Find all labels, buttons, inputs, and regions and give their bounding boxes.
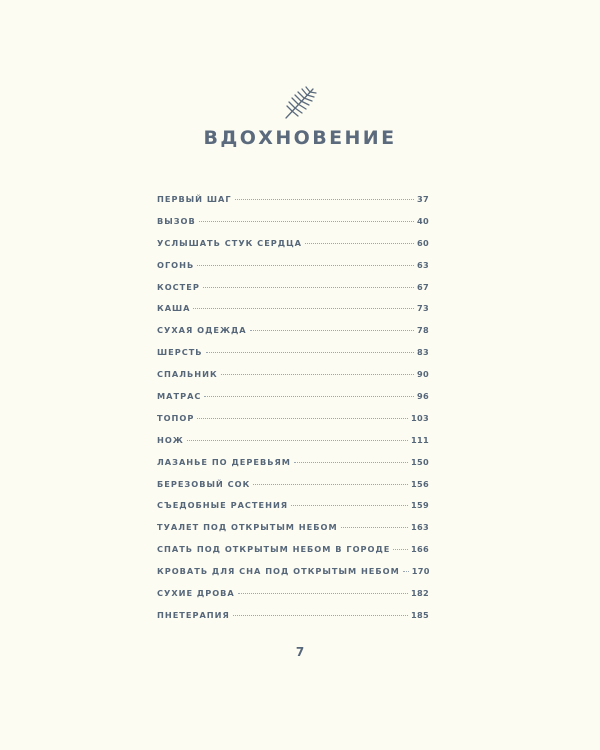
toc-entry-title: МАТРАС: [157, 391, 202, 402]
toc-entry-page: 60: [417, 237, 429, 248]
dot-leader: [235, 199, 414, 200]
toc-entry: [157, 500, 429, 522]
toc-entry-page: 166: [411, 544, 429, 555]
dot-leader: [199, 221, 414, 222]
section-title: ВДОХНОВЕНИЕ: [203, 127, 397, 149]
toc-entry: [157, 194, 429, 216]
toc-entry: [157, 457, 429, 479]
dot-leader: [291, 505, 408, 506]
toc-entry: [157, 216, 429, 238]
toc-entry-page: 40: [417, 215, 429, 226]
toc-entry: [157, 369, 429, 391]
toc-entry-page: 185: [411, 609, 429, 620]
toc-entry-page: 78: [417, 325, 429, 336]
dot-leader: [233, 615, 408, 616]
toc-entry-page: 182: [411, 588, 429, 599]
dot-leader: [204, 396, 414, 397]
dot-leader: [203, 287, 414, 288]
dot-leader: [393, 549, 408, 550]
dot-leader: [305, 243, 414, 244]
toc-entry: [157, 479, 429, 501]
toc-entry-page: 63: [417, 259, 429, 270]
toc-entry-title: СПАЛЬНИК: [157, 369, 218, 380]
pine-sprig-icon: [280, 84, 320, 122]
toc-entry: [157, 303, 429, 325]
toc-entry: [157, 238, 429, 260]
toc-entry-page: 159: [411, 500, 429, 511]
toc-entry: [157, 544, 429, 566]
toc-entry: [157, 610, 429, 632]
dot-leader: [253, 484, 408, 485]
toc-entry-page: 103: [411, 412, 429, 423]
toc-entry-title: КОСТЕР: [157, 281, 200, 292]
dot-leader: [294, 462, 408, 463]
toc-entry: [157, 325, 429, 347]
toc-entry-title: СУХИЕ ДРОВА: [157, 588, 235, 599]
toc-entry-page: 96: [417, 391, 429, 402]
toc-entry-title: ПЕРВЫЙ ШАГ: [157, 194, 232, 204]
dot-leader: [197, 265, 414, 266]
toc-entry-title: ШЕРСТЬ: [157, 347, 203, 358]
toc-entry: [157, 588, 429, 610]
toc-entry-title: БЕРЕЗОВЫЙ СОК: [157, 478, 251, 489]
toc-entry-title: ТОПОР: [157, 412, 195, 423]
toc-entry: [157, 566, 429, 588]
toc-entry-page: 150: [411, 456, 429, 467]
toc-entry: [157, 413, 429, 435]
toc-entry-title: КРОВАТЬ ДЛЯ СНА ПОД ОТКРЫТЫМ НЕБОМ: [157, 566, 400, 577]
toc-entry-page: 163: [411, 522, 429, 533]
toc-entry-page: 90: [417, 369, 429, 380]
toc-entry-page: 111: [411, 434, 429, 445]
toc-entry-title: СЪЕДОБНЫЕ РАСТЕНИЯ: [157, 500, 289, 511]
toc-entry-page: 170: [411, 566, 430, 577]
toc-entry-page: 156: [411, 478, 429, 489]
toc-entry: [157, 347, 429, 369]
toc-entry-title: УСЛЫШАТЬ СТУК СЕРДЦА: [157, 237, 303, 248]
toc-entry-title: ЛАЗАНЬЕ ПО ДЕРЕВЬЯМ: [157, 456, 291, 467]
toc-entry: [157, 260, 429, 282]
dot-leader: [250, 330, 414, 331]
toc-entry-title: ТУАЛЕТ ПОД ОТКРЫТЫМ НЕБОМ: [157, 522, 338, 533]
toc-entry-title: ВЫЗОВ: [157, 215, 196, 226]
page-number: 7: [295, 645, 305, 659]
toc-entry-title: ОГОНЬ: [157, 259, 195, 270]
toc-entry-title: НОЖ: [157, 434, 184, 445]
toc-entry-page: 67: [417, 281, 429, 292]
toc-entry-title: СПАТЬ ПОД ОТКРЫТЫМ НЕБОМ В ГОРОДЕ: [157, 544, 391, 555]
toc-entry-page: 37: [417, 194, 429, 204]
dot-leader: [206, 352, 414, 353]
toc-entry-page: 73: [417, 303, 429, 314]
toc-entry: [157, 522, 429, 544]
toc-entry: [157, 282, 429, 304]
dot-leader: [341, 527, 408, 528]
dot-leader: [193, 308, 414, 309]
dot-leader: [187, 440, 408, 441]
toc-entry: [157, 435, 429, 457]
table-of-contents: [157, 194, 429, 632]
dot-leader: [197, 418, 408, 419]
dot-leader: [221, 374, 414, 375]
dot-leader: [238, 593, 408, 594]
dot-leader: [403, 571, 409, 572]
toc-entry-title: КАША: [157, 303, 191, 314]
toc-entry-title: СУХАЯ ОДЕЖДА: [157, 325, 247, 336]
toc-entry-page: 83: [417, 347, 429, 358]
toc-entry: [157, 391, 429, 413]
toc-entry-title: ПНЕТЕРАПИЯ: [157, 609, 230, 620]
